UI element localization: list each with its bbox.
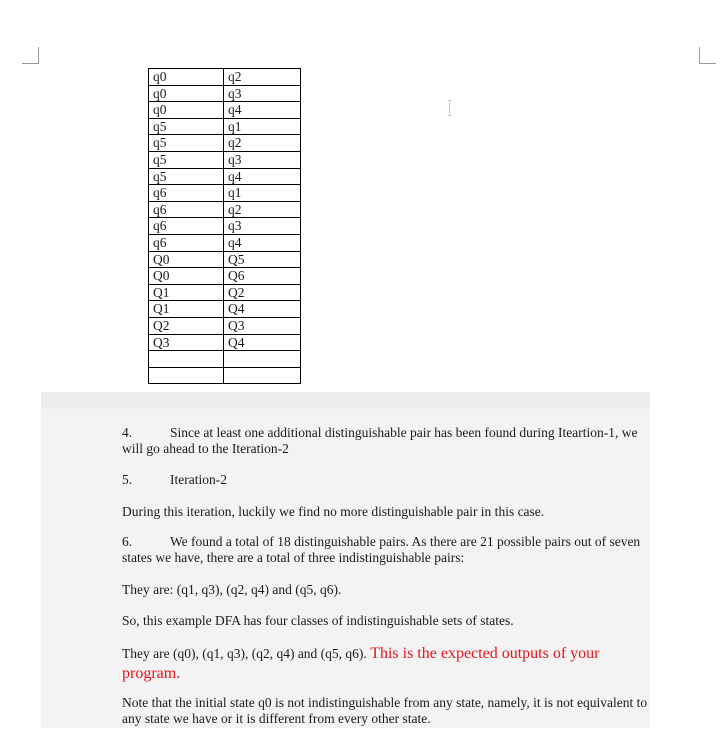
table-row [149,69,301,86]
table-cell-state-a: q6 [149,201,224,218]
table-row [149,185,301,202]
table-row [149,334,301,351]
table-row [149,85,301,102]
table-cell-state-b: q3 [224,151,301,168]
table-cell-state-b [224,351,301,368]
table-row [149,351,301,368]
table-cell-state-b: Q3 [224,317,301,334]
table-cell-state-b: q2 [224,69,301,86]
table-row [149,151,301,168]
paragraph-5-text: Iteration-2 [170,472,227,487]
page-corner-mark-left [22,47,39,64]
expected-output-note: This is the expected outputs of your program. [122,645,600,682]
table-cell-state-a: Q2 [149,317,224,334]
table-row [149,367,301,384]
table-row [149,251,301,268]
paragraph-4-number: 4. [122,425,133,440]
table-cell-state-a: q6 [149,218,224,235]
text-cursor-icon [448,100,452,116]
table-cell-state-a: Q0 [149,251,224,268]
table-row [149,201,301,218]
paragraph-4 [122,425,648,457]
paragraph-4-text: Since at least one additional distinguishable pair has been found during Iteartion-1, we will go ahead to the Iteration-2 [122,425,638,456]
table-cell-state-b: Q4 [224,301,301,318]
table-cell-state-b [224,367,301,384]
table-cell-state-b: q3 [224,218,301,235]
paragraph-6-text: We found a total of 18 distinguishable pairs. As there are 21 possible pairs out of seven states we have, there are a total of three indistinguishable pairs: [122,534,641,565]
table-cell-state-a: q0 [149,102,224,119]
table-cell-state-a: Q1 [149,284,224,301]
table-cell-state-a: q6 [149,234,224,251]
paragraph-they-are-2 [122,644,648,684]
paragraph-so: So, this example DFA has four classes of indistinguishable sets of states. [122,613,514,628]
table-cell-state-b: q4 [224,168,301,185]
table-cell-state-b: q4 [224,234,301,251]
table-cell-state-b: q3 [224,85,301,102]
paragraph-5 [122,472,648,488]
table-row [149,135,301,152]
table-cell-state-a [149,367,224,384]
table-cell-state-a: q5 [149,151,224,168]
table-cell-state-a: Q3 [149,334,224,351]
table-cell-state-a: q5 [149,168,224,185]
paragraph-during: During this iteration, luckily we find no more distinguishable pair in this case. [122,504,545,519]
paragraph-note: Note that the initial state q0 is not indistinguishable from any state, namely, it is not equivalent to any state we have or it is different from every other state. [122,695,648,726]
table-cell-state-a: q6 [149,185,224,202]
table-cell-state-a: Q0 [149,268,224,285]
table-row [149,268,301,285]
table-cell-state-b: Q4 [224,334,301,351]
table-cell-state-a: Q1 [149,301,224,318]
table-row [149,234,301,251]
table-cell-state-a: q0 [149,69,224,86]
table-cell-state-a: q5 [149,118,224,135]
table-cell-state-b: q2 [224,135,301,152]
table-row [149,301,301,318]
table-row [149,118,301,135]
table-cell-state-b: q4 [224,102,301,119]
table-cell-state-b: Q2 [224,284,301,301]
page-corner-mark-right [699,47,716,64]
table-row [149,102,301,119]
table-cell-state-b: q1 [224,118,301,135]
table-row [149,317,301,334]
shaded-band [41,392,650,409]
table-cell-state-b: q1 [224,185,301,202]
table-row [149,284,301,301]
table-cell-state-b: Q6 [224,268,301,285]
paragraph-6 [122,534,648,566]
table-cell-state-a [149,351,224,368]
paragraph-5-number: 5. [122,472,133,487]
paragraph-they-are-1: They are: (q1, q3), (q2, q4) and (q5, q6). [122,582,342,597]
paragraph-6-number: 6. [122,534,133,549]
document-body[interactable] [41,409,650,728]
distinguishable-pairs-table [148,68,301,384]
table-cell-state-a: q5 [149,135,224,152]
table-cell-state-b: Q5 [224,251,301,268]
table-row [149,218,301,235]
table-cell-state-a: q0 [149,85,224,102]
table-row [149,168,301,185]
table-cell-state-b: q2 [224,201,301,218]
classes-text: They are (q0), (q1, q3), (q2, q4) and (q5, q6). [122,646,367,661]
